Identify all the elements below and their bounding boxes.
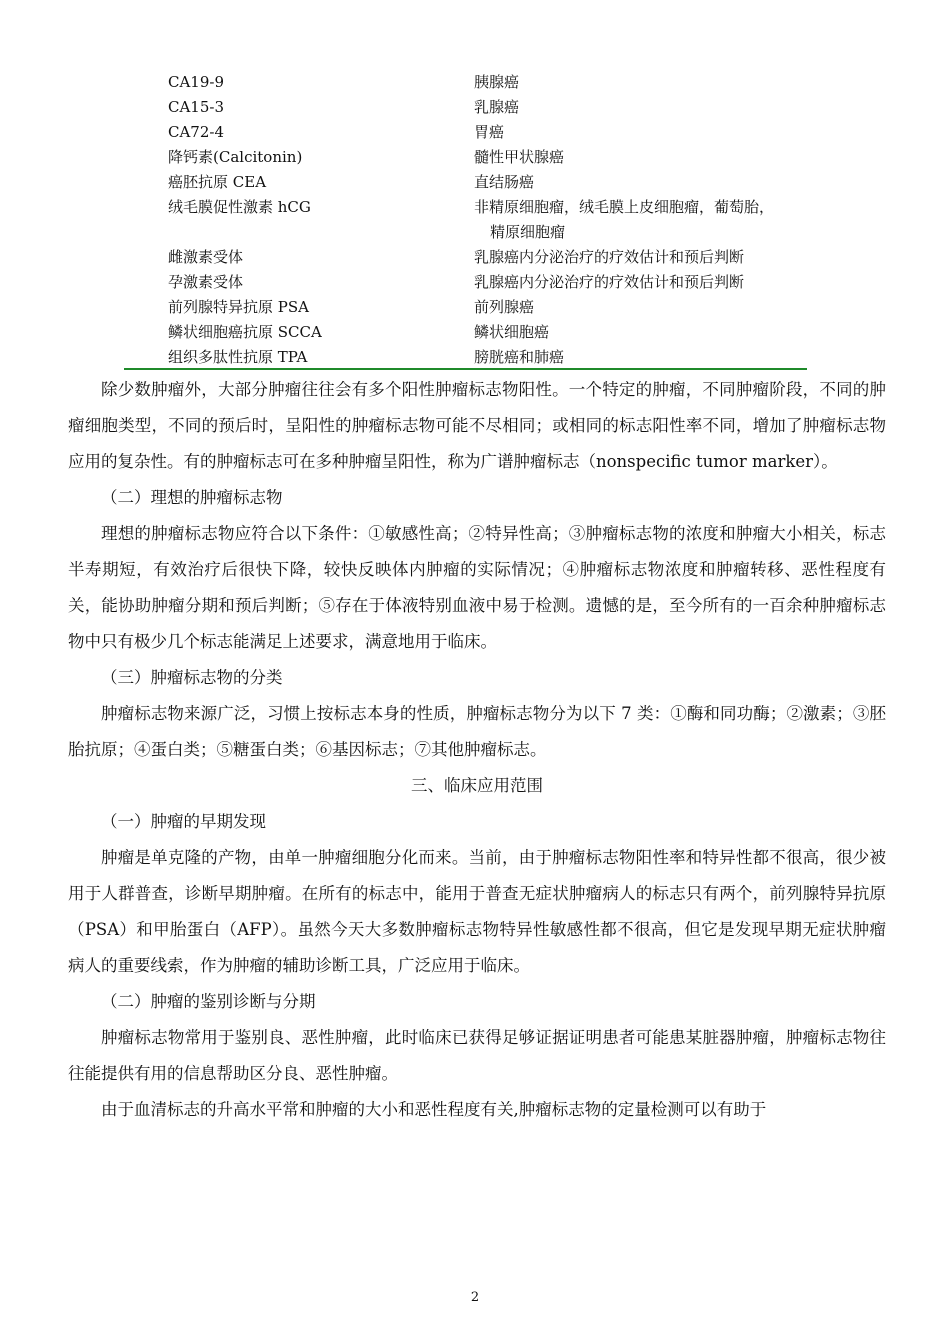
marker-name: CA19-9	[168, 73, 225, 91]
paragraph: 肿瘤标志物来源广泛，习惯上按标志本身的性质，肿瘤标志物分为以下 7 类：①酶和同功酶；②激素；③胚胎抗原；④蛋白类；⑤糖蛋白类；⑥基因标志；⑦其他肿瘤标志。	[68, 704, 886, 759]
marker-name: CA15-3	[168, 98, 225, 116]
marker-name: 雌激素受体	[168, 248, 244, 266]
marker-name: 鳞状细胞癌抗原 SCCA	[168, 323, 322, 341]
section-heading: 三、临床应用范围	[411, 776, 543, 795]
table-row	[168, 95, 808, 120]
tumor-type-continuation: 精原细胞瘤	[490, 223, 566, 241]
marker-name: 组织多肽性抗原 TPA	[168, 348, 308, 366]
tumor-marker-table	[168, 70, 808, 370]
subsection-heading: （一）肿瘤的早期发现	[101, 812, 266, 831]
tumor-type: 乳腺癌	[474, 98, 520, 116]
table-row	[168, 120, 808, 145]
table-bottom-rule	[124, 368, 807, 370]
paragraph: 肿瘤标志物常用于鉴别良、恶性肿瘤，此时临床已获得足够证据证明患者可能患某脏器肿瘤，肿瘤标志物往往能提供有用的信息帮助区分良、恶性肿瘤。	[68, 1028, 886, 1083]
tumor-type: 髓性甲状腺癌	[474, 148, 565, 166]
document-body	[68, 372, 886, 1128]
tumor-type: 胃癌	[474, 123, 505, 141]
subsection-heading: （二）理想的肿瘤标志物	[101, 488, 283, 507]
tumor-type: 乳腺癌内分泌治疗的疗效估计和预后判断	[474, 273, 745, 291]
paragraph: 理想的肿瘤标志物应符合以下条件：①敏感性高；②特异性高；③肿瘤标志物的浓度和肿瘤大小相关，标志半寿期短，有效治疗后很快下降，较快反映体内肿瘤的实际情况；④肿瘤标志物浓度和肿瘤转移、恶性程度有关，能协助肿瘤分期和预后判断；⑤存在于体液特别血液中易于检测。遗憾的是，至今所有的一百余种肿瘤标志物中只有极少几个标志能满足上述要求，满意地用于临床。	[68, 524, 886, 651]
marker-name: 孕激素受体	[168, 273, 244, 291]
table-row	[168, 270, 808, 295]
marker-name: 绒毛膜促性激素 hCG	[168, 198, 311, 216]
tumor-type: 膀胱癌和肺癌	[474, 348, 565, 366]
tumor-type: 直结肠癌	[474, 173, 535, 191]
marker-name: 降钙素(Calcitonin)	[168, 148, 303, 166]
tumor-type	[474, 195, 808, 245]
tumor-type: 鳞状细胞癌	[474, 323, 550, 341]
paragraph: 由于血清标志的升高水平常和肿瘤的大小和恶性程度有关,肿瘤标志物的定量检测可以有助于	[101, 1100, 767, 1119]
paragraph: 肿瘤是单克隆的产物，由单一肿瘤细胞分化而来。当前，由于肿瘤标志物阳性率和特异性都不很高，很少被用于人群普查，诊断早期肿瘤。在所有的标志中，能用于普查无症状肿瘤病人的标志只有两个，前列腺特异抗原（PSA）和甲胎蛋白（AFP）。虽然今天大多数肿瘤标志物特异性敏感性都不很高，但它是发现早期无症状肿瘤病人的重要线索，作为肿瘤的辅助诊断工具，广泛应用于临床。	[68, 848, 886, 975]
page-number: 2	[470, 1290, 480, 1305]
paragraph: 除少数肿瘤外，大部分肿瘤往往会有多个阳性肿瘤标志物阳性。一个特定的肿瘤，不同肿瘤阶段，不同的肿瘤细胞类型，不同的预后时，呈阳性的肿瘤标志物可能不尽相同；或相同的标志阳性率不同，增加了肿瘤标志物应用的复杂性。有的肿瘤标志可在多种肿瘤呈阳性，称为广谱肿瘤标志（nonspecific tumor marker）。	[68, 380, 886, 471]
table-row	[168, 245, 808, 270]
table-row	[168, 70, 808, 95]
marker-name: 前列腺特异抗原 PSA	[168, 298, 309, 316]
table-row	[168, 195, 808, 245]
subsection-heading: （二）肿瘤的鉴别诊断与分期	[101, 992, 316, 1011]
table-row	[168, 320, 808, 345]
tumor-type: 前列腺癌	[474, 298, 535, 316]
table-row	[168, 145, 808, 170]
tumor-type: 胰腺癌	[474, 73, 520, 91]
table-row	[168, 345, 808, 370]
tumor-type-line: 非精原细胞瘤，绒毛膜上皮细胞瘤，葡萄胎，	[474, 198, 775, 216]
marker-name: 癌胚抗原 CEA	[168, 173, 267, 191]
table-row	[168, 295, 808, 320]
tumor-type: 乳腺癌内分泌治疗的疗效估计和预后判断	[474, 248, 745, 266]
marker-name: CA72-4	[168, 123, 225, 141]
table-row	[168, 170, 808, 195]
subsection-heading: （三）肿瘤标志物的分类	[101, 668, 283, 687]
